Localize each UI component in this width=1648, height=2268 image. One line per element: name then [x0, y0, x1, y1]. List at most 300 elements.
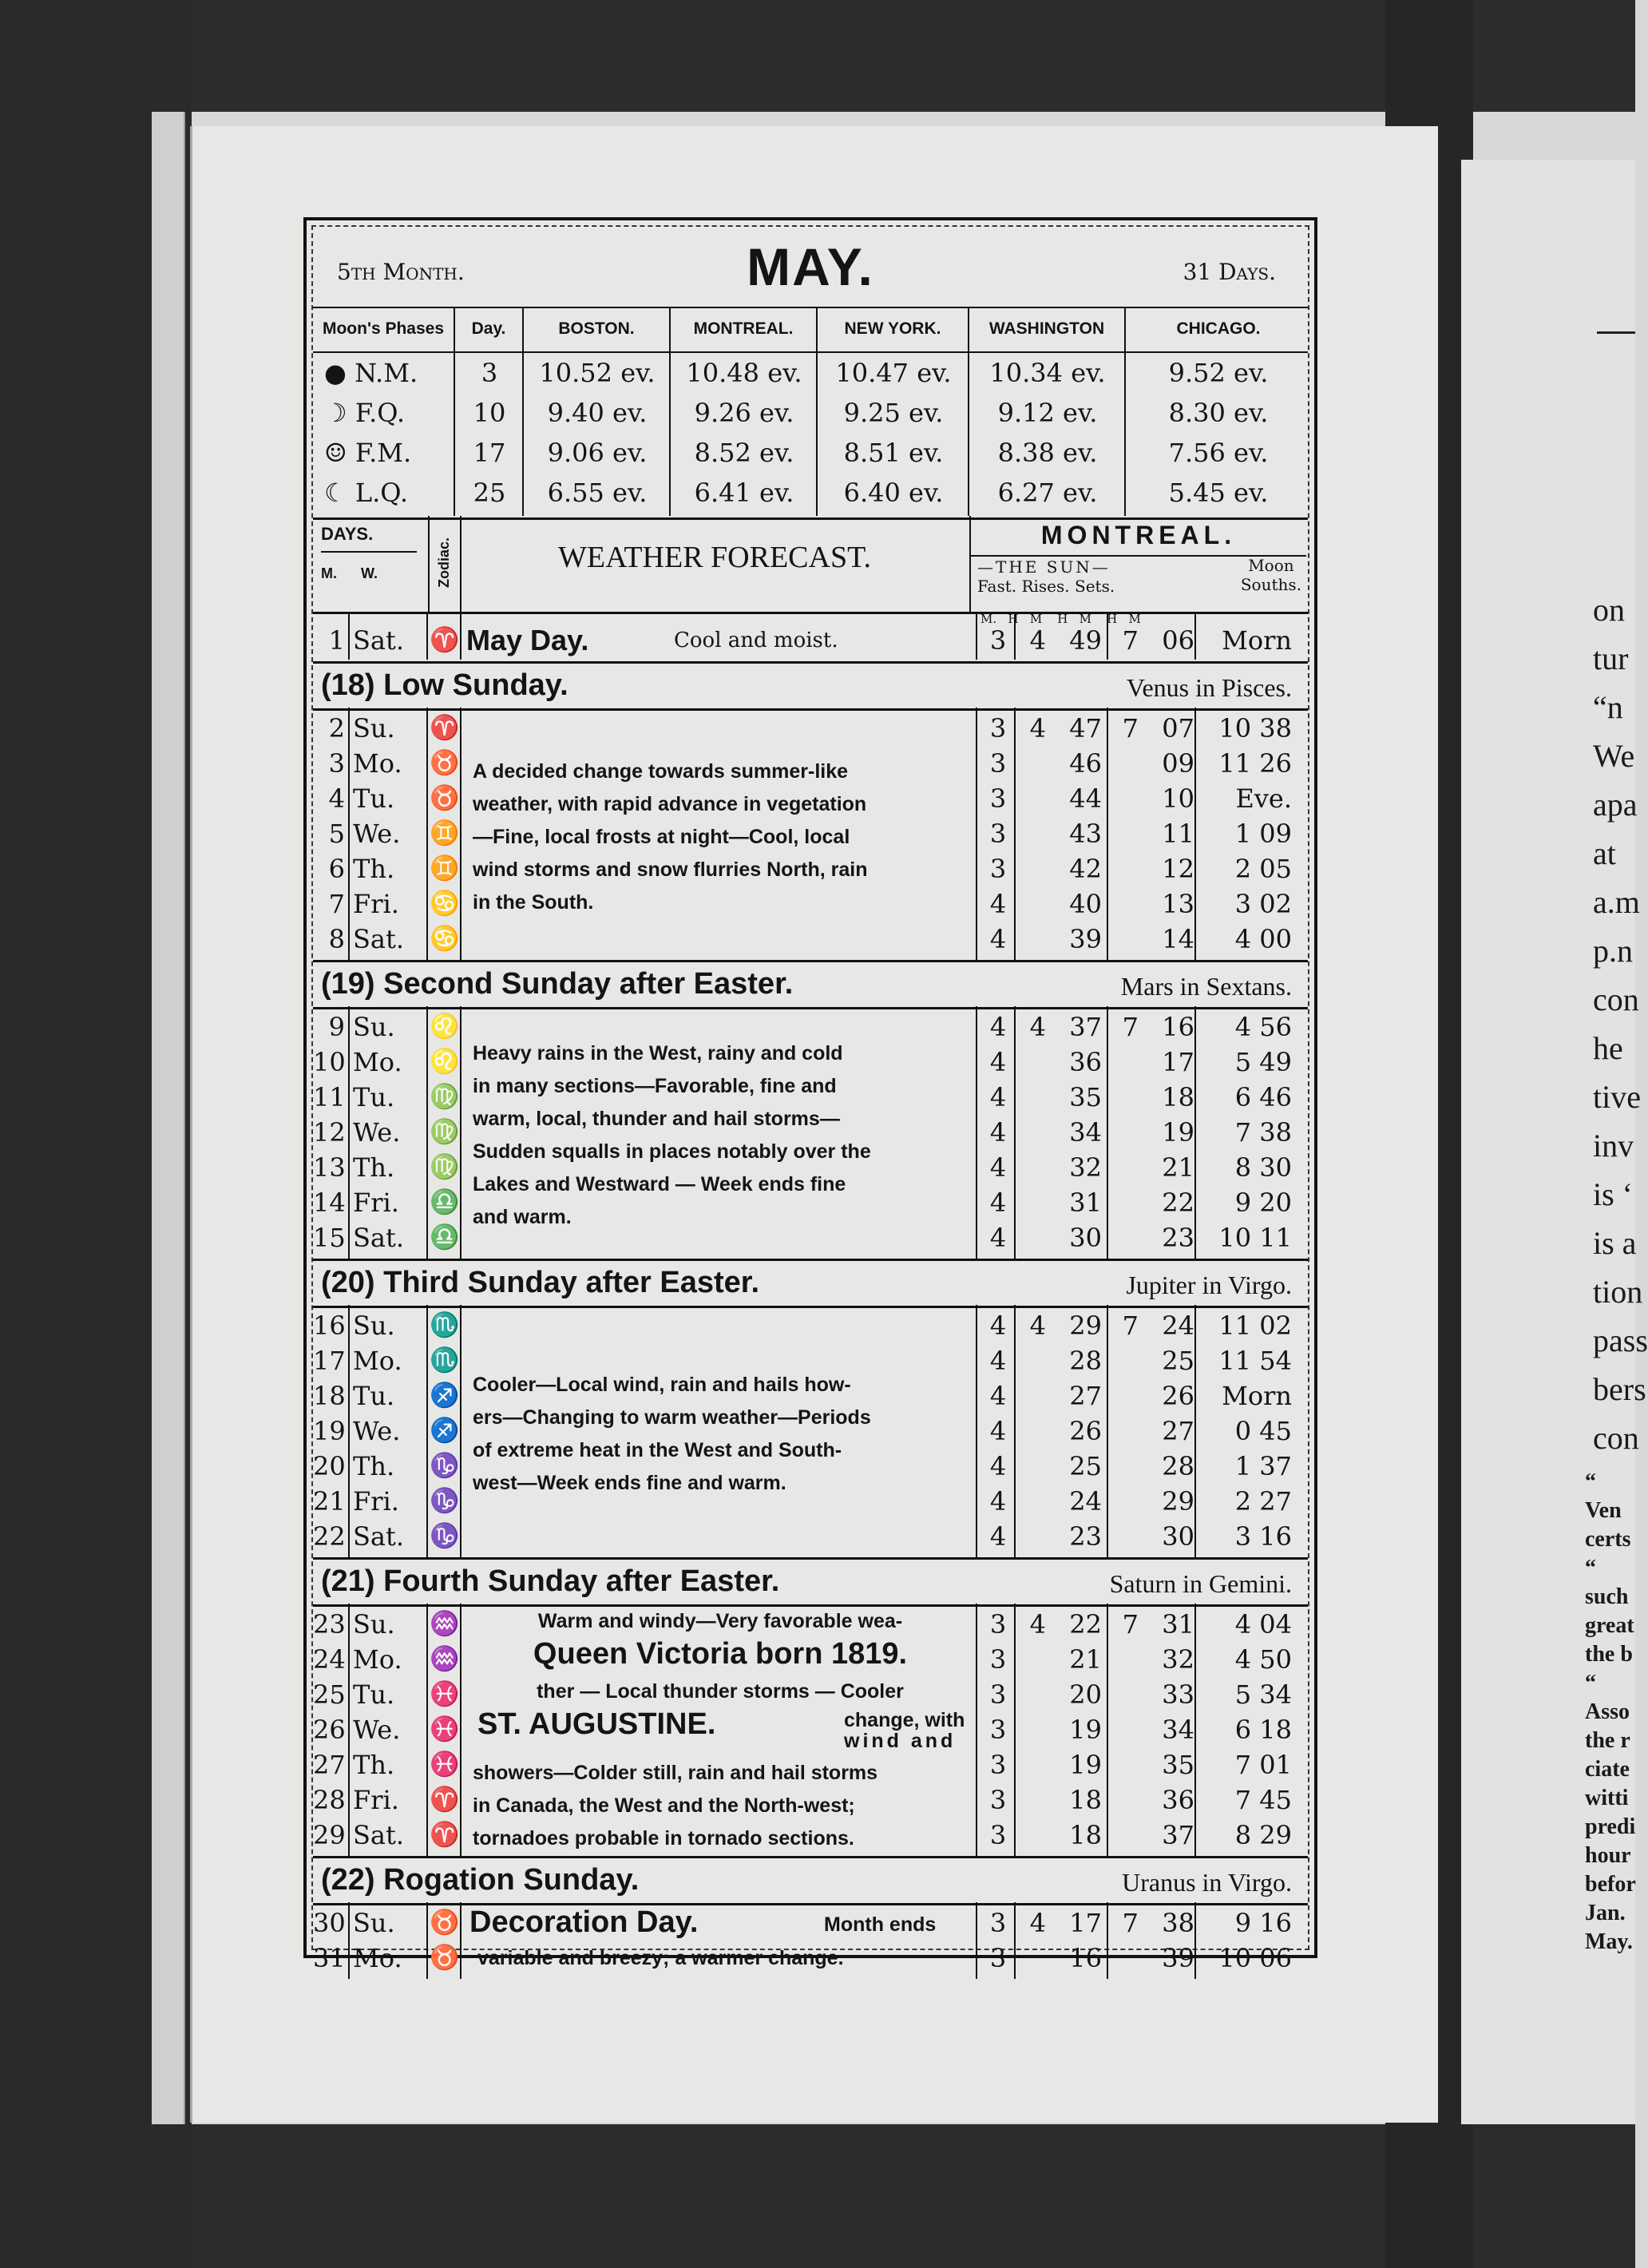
- forecast-line: in many sections—Favorable, fine and: [473, 1075, 837, 1097]
- sunrise-hour: [1014, 1220, 1046, 1255]
- week-day: Su.: [353, 1012, 395, 1042]
- week-day: Mo.: [353, 1346, 402, 1376]
- month-day: 20: [313, 1451, 346, 1481]
- sunset-hour: [1110, 851, 1139, 886]
- montreal-time: 10.48 ev.: [686, 358, 802, 388]
- facing-page-word: he: [1593, 1030, 1623, 1066]
- sunset-minute: 29: [1162, 1486, 1194, 1517]
- month-day: 13: [313, 1152, 346, 1183]
- sunset-minute: 34: [1162, 1715, 1194, 1745]
- boston-time: 9.06 ev.: [547, 438, 648, 468]
- sunrise-hour: [1014, 922, 1046, 957]
- feast-queen-victoria: Queen Victoria born 1819.: [533, 1637, 908, 1671]
- sunrise-minute: 42: [1069, 854, 1102, 884]
- sunrise-hour: [1014, 1642, 1046, 1677]
- sun-fast: 3: [989, 1609, 1007, 1640]
- montreal-time: 9.26 ev.: [694, 398, 794, 428]
- sunset-minute: 11: [1162, 819, 1194, 849]
- month-day: 12: [313, 1117, 346, 1148]
- sunset-hour: [1110, 1782, 1139, 1818]
- month-day: 31: [313, 1943, 346, 1973]
- zodiac-sign: ♒: [430, 1645, 460, 1673]
- week-day: Tu.: [353, 1381, 395, 1411]
- sunset-hour: [1110, 1220, 1139, 1255]
- moon-phase-row: [313, 353, 1308, 393]
- moon-souths: 5 49: [1234, 1047, 1292, 1077]
- month-day: 3: [328, 748, 345, 779]
- facing-page-word: befor: [1585, 1872, 1636, 1897]
- sunrise-minute: 19: [1069, 1750, 1102, 1780]
- new-york-time: 9.25 ev.: [843, 398, 944, 428]
- week-day: We.: [353, 1715, 401, 1745]
- forecast-line: Lakes and Westward — Week ends fine: [473, 1173, 846, 1195]
- zodiac-sign: ♍: [430, 1118, 460, 1146]
- moon-phases-header: [313, 308, 1308, 353]
- week-day: Fri.: [353, 1785, 399, 1815]
- facing-page-word: the b: [1585, 1642, 1633, 1667]
- chicago-time: 5.45 ev.: [1168, 478, 1269, 508]
- zodiac-sign: ♐: [430, 1417, 460, 1445]
- sunset-hour: [1110, 1712, 1139, 1747]
- moon-souths: 10 11: [1218, 1223, 1292, 1253]
- facing-page-word: p.n: [1593, 933, 1633, 969]
- zodiac-sign: ♑: [430, 1487, 460, 1515]
- sunset-hour: [1110, 1484, 1139, 1519]
- chicago-time: 9.52 ev.: [1168, 358, 1269, 388]
- phase-name: ☽ F.Q.: [324, 398, 406, 428]
- moon-phase-row: [313, 473, 1308, 513]
- phase-day: 17: [473, 438, 506, 468]
- sun-fast: 3: [989, 1750, 1007, 1780]
- washington-time: 6.27 ev.: [997, 478, 1098, 508]
- facing-page-rule: [1597, 331, 1635, 334]
- facing-page-word: “: [1585, 1469, 1596, 1494]
- sunrise-minute: 35: [1069, 1082, 1102, 1112]
- sunrise-hour: [1014, 1150, 1046, 1185]
- sunrise-hour: 4: [1029, 1012, 1046, 1042]
- week-day: Mo.: [353, 1047, 402, 1077]
- facing-page-word: pass: [1593, 1322, 1648, 1358]
- sunset-hour: [1110, 781, 1139, 816]
- week-day: Su.: [353, 1310, 395, 1341]
- day-row: [313, 1308, 1308, 1343]
- forecast-line: Cooler—Local wind, rain and hails how-: [473, 1374, 851, 1396]
- zodiac-sign: ♉: [430, 749, 460, 777]
- col-moon-phases: Moon's Phases: [313, 308, 455, 351]
- days-label: DAYS.: [321, 524, 417, 553]
- sunrise-hour: [1014, 886, 1046, 922]
- day-row: [313, 1712, 1308, 1747]
- sunrise-hour: [1014, 851, 1046, 886]
- sunrise-hour: [1014, 1712, 1046, 1747]
- sunrise-hour: [1014, 1818, 1046, 1853]
- sunset-minute: 16: [1162, 1012, 1194, 1042]
- facing-page-word: “: [1585, 1556, 1596, 1580]
- sunset-hour: 7: [1122, 1609, 1139, 1640]
- almanac-table: [303, 217, 1317, 1973]
- sunday-header: [313, 661, 1308, 711]
- sunset-hour: [1110, 1185, 1139, 1220]
- facing-page-word: is ‘: [1593, 1176, 1633, 1212]
- forecast-line: in Canada, the West and the North-west;: [473, 1794, 855, 1817]
- week-day: Tu.: [353, 1679, 395, 1710]
- zodiac-sign: ♎: [430, 1188, 460, 1216]
- chicago-time: 7.56 ev.: [1168, 438, 1269, 468]
- sunset-hour: [1110, 1115, 1139, 1150]
- planet-note: Saturn in Gemini.: [1109, 1569, 1292, 1598]
- weather-forecast-text: [473, 1037, 968, 1234]
- month-day: 11: [313, 1082, 346, 1112]
- sunrise-minute: 47: [1069, 713, 1102, 743]
- montreal-time: 8.52 ev.: [694, 438, 794, 468]
- week-day: Su.: [353, 1609, 395, 1640]
- sun-fast: 4: [989, 889, 1007, 919]
- month-day: 25: [313, 1679, 346, 1710]
- sunset-minute: 25: [1162, 1346, 1194, 1376]
- week-day: Tu.: [353, 1082, 395, 1112]
- planet-note: Mars in Sextans.: [1120, 972, 1292, 1001]
- sunset-minute: 09: [1162, 748, 1194, 779]
- col-day: Day.: [455, 308, 524, 351]
- sun-fast: 3: [989, 625, 1007, 656]
- forecast-line: weather, with rapid advance in vegetation: [473, 792, 867, 815]
- week-day: Sat.: [353, 625, 405, 656]
- zodiac-sign: ♊: [430, 854, 460, 882]
- facing-page-word: con: [1593, 981, 1639, 1017]
- moon-souths: 2 27: [1234, 1486, 1292, 1517]
- sun-label: —THE SUN—: [977, 557, 1111, 577]
- sunrise-minute: 31: [1069, 1188, 1102, 1218]
- sunday-header: [313, 1856, 1308, 1905]
- sun-fast: 4: [989, 1117, 1007, 1148]
- weather-forecast-text: [473, 1757, 968, 1855]
- moon-souths: 4 04: [1234, 1609, 1292, 1640]
- sunday-header: [313, 960, 1308, 1009]
- week-day: We.: [353, 1117, 401, 1148]
- sunset-minute: 32: [1162, 1644, 1194, 1675]
- sunday-name: (18) Low Sunday.: [321, 668, 568, 702]
- sunrise-minute: 49: [1069, 625, 1102, 656]
- forecast-line: —Fine, local frosts at night—Cool, local: [473, 825, 850, 848]
- month-day: 7: [328, 889, 345, 919]
- moon-souths: 9 16: [1234, 1908, 1292, 1938]
- new-york-time: 10.47 ev.: [835, 358, 952, 388]
- feast-may-day: May Day.: [466, 624, 589, 656]
- days-count: 31 Days.: [1183, 259, 1276, 285]
- month-day: 29: [313, 1820, 346, 1850]
- sunset-minute: 24: [1162, 1310, 1194, 1341]
- week-day: Sat.: [353, 1820, 405, 1850]
- facing-page-word: “n: [1593, 689, 1623, 725]
- week-day: Sat.: [353, 1223, 405, 1253]
- forecast-line: in the South.: [473, 890, 594, 914]
- moon-souths: 3 16: [1234, 1521, 1292, 1552]
- forecast-line: tornadoes probable in tornado sections.: [473, 1827, 854, 1850]
- phase-name: ☺ F.M.: [324, 438, 412, 468]
- month-day: 1: [328, 625, 345, 656]
- washington-time: 8.38 ev.: [997, 438, 1098, 468]
- week-day: Th.: [353, 1152, 395, 1183]
- sunrise-hour: [1014, 1378, 1046, 1414]
- sunset-hour: [1110, 1941, 1139, 1976]
- sunrise-minute: 22: [1069, 1609, 1102, 1640]
- sunset-hour: [1110, 816, 1139, 851]
- sun-fast: 4: [989, 1521, 1007, 1552]
- sunset-minute: 35: [1162, 1750, 1194, 1780]
- facing-page-word: at: [1593, 835, 1616, 871]
- sunset-minute: 14: [1162, 924, 1194, 954]
- sun-fast: 4: [989, 1381, 1007, 1411]
- moon-souths: 4 50: [1234, 1644, 1292, 1675]
- zodiac-sign: ♍: [430, 1153, 460, 1181]
- moon-souths: 4 00: [1234, 924, 1292, 954]
- week-day: Mo.: [353, 1644, 402, 1675]
- sun-fast: 4: [989, 1310, 1007, 1341]
- sunrise-hour: 4: [1029, 713, 1046, 743]
- sunset-hour: [1110, 1045, 1139, 1080]
- sunset-minute: 36: [1162, 1785, 1194, 1815]
- moon-souths: 6 18: [1234, 1715, 1292, 1745]
- sunset-minute: 19: [1162, 1117, 1194, 1148]
- sunrise-hour: [1014, 1747, 1046, 1782]
- new-york-time: 6.40 ev.: [843, 478, 944, 508]
- sunset-minute: 13: [1162, 889, 1194, 919]
- sunrise-hour: [1014, 816, 1046, 851]
- facing-page-word: con: [1593, 1420, 1639, 1456]
- zodiac-sign: ♈: [430, 714, 460, 742]
- moon-souths: 10 06: [1218, 1943, 1292, 1973]
- may-day-note: Cool and moist.: [674, 628, 838, 652]
- sunset-minute: 10: [1162, 783, 1194, 814]
- sunset-hour: [1110, 1747, 1139, 1782]
- month-day: 17: [313, 1346, 346, 1376]
- sunset-hour: 7: [1122, 625, 1139, 656]
- sunrise-hour: [1014, 781, 1046, 816]
- moon-souths: 0 45: [1234, 1416, 1292, 1446]
- sun-fast: 3: [989, 783, 1007, 814]
- sunrise-minute: 28: [1069, 1346, 1102, 1376]
- moon-souths: 9 20: [1234, 1188, 1292, 1218]
- sunset-minute: 06: [1162, 625, 1194, 656]
- facing-page: [1461, 160, 1648, 2124]
- forecast-line: change, with: [844, 1709, 965, 1731]
- facing-page-word: “: [1585, 1671, 1596, 1695]
- week-day: Fri.: [353, 1486, 399, 1517]
- facing-page-word: We: [1593, 738, 1635, 774]
- sunrise-minute: 24: [1069, 1486, 1102, 1517]
- moon-souths: 4 56: [1234, 1012, 1292, 1042]
- sunset-minute: 12: [1162, 854, 1194, 884]
- zodiac-sign: ♋: [430, 925, 460, 953]
- moon-souths-label: [1241, 556, 1301, 594]
- sunset-minute: 22: [1162, 1188, 1194, 1218]
- sunrise-minute: 34: [1069, 1117, 1102, 1148]
- moon-souths: Morn: [1222, 625, 1292, 656]
- moon-souths: 7 45: [1234, 1785, 1292, 1815]
- phase-day: 25: [473, 478, 506, 508]
- zodiac-sign: ♏: [430, 1346, 460, 1374]
- facing-page-word: the r: [1585, 1728, 1630, 1753]
- sunday-name: (21) Fourth Sunday after Easter.: [321, 1564, 780, 1598]
- month-day: 15: [313, 1223, 346, 1253]
- col-montreal: MONTREAL.: [671, 308, 818, 351]
- sun-fast: 3: [989, 1715, 1007, 1745]
- zodiac-sign: ♐: [430, 1382, 460, 1410]
- moon-phases-table: [313, 307, 1308, 520]
- facing-page-word: tur: [1593, 640, 1629, 676]
- sun-fast: 4: [989, 1223, 1007, 1253]
- sun-fast: 4: [989, 924, 1007, 954]
- sunrise-minute: 44: [1069, 783, 1102, 814]
- moon-souths: Morn: [1222, 1381, 1292, 1411]
- planet-note: Venus in Pisces.: [1126, 673, 1292, 702]
- facing-page-word: a.m: [1593, 884, 1640, 920]
- moon-souths: 2 05: [1234, 854, 1292, 884]
- boston-time: 9.40 ev.: [547, 398, 648, 428]
- sun-fast: 4: [989, 1082, 1007, 1112]
- sun-fast: 4: [989, 1346, 1007, 1376]
- montreal-label: MONTREAL.: [971, 521, 1306, 557]
- sunset-minute: 37: [1162, 1820, 1194, 1850]
- sun-fast: 3: [989, 1943, 1007, 1973]
- forecast-line: A decided change towards summer-like: [473, 759, 849, 783]
- sunset-hour: [1110, 1414, 1139, 1449]
- month-day-label: M.: [321, 565, 337, 581]
- week-day: Su.: [353, 1908, 395, 1938]
- forecast-line: showers—Colder still, rain and hail storms: [473, 1762, 878, 1784]
- zodiac-sign: ♎: [430, 1223, 460, 1251]
- moon-souths: 3 02: [1234, 889, 1292, 919]
- sunrise-minute: 37: [1069, 1012, 1102, 1042]
- month-day: 27: [313, 1750, 346, 1780]
- week-day: We.: [353, 819, 401, 849]
- sunrise-minute: 17: [1069, 1908, 1102, 1938]
- sunrise-minute: 30: [1069, 1223, 1102, 1253]
- sun-fast: 3: [989, 748, 1007, 779]
- sunrise-minute: 29: [1069, 1310, 1102, 1341]
- phase-name: ☾ L.Q.: [324, 478, 409, 508]
- phase-day: 3: [481, 358, 498, 388]
- facing-page-word: bers: [1593, 1371, 1646, 1407]
- facing-page-word: Ven: [1585, 1498, 1622, 1523]
- month-day: 14: [313, 1188, 346, 1218]
- sunrise-hour: [1014, 1185, 1046, 1220]
- sunrise-minute: 19: [1069, 1715, 1102, 1745]
- month-day: 26: [313, 1715, 346, 1745]
- sun-columns-label: Fast. Rises. Sets.: [977, 577, 1115, 596]
- sunset-hour: [1110, 1378, 1139, 1414]
- forecast-line: variable and breezy; a warmer change.: [477, 1947, 844, 1969]
- sunrise-hour: [1014, 1677, 1046, 1712]
- almanac-inner-border: [311, 225, 1309, 1973]
- col-chicago: CHICAGO.: [1176, 319, 1261, 338]
- sunset-hour: [1110, 922, 1139, 957]
- sunset-minute: 17: [1162, 1047, 1194, 1077]
- sunset-minute: 26: [1162, 1381, 1194, 1411]
- page-edges: [152, 112, 185, 2124]
- sunset-minute: 27: [1162, 1416, 1194, 1446]
- sunrise-minute: 18: [1069, 1785, 1102, 1815]
- sunrise-minute: 25: [1069, 1451, 1102, 1481]
- sunrise-minute: 21: [1069, 1644, 1102, 1675]
- facing-page-word: May.: [1585, 1929, 1633, 1954]
- moon-souths: 11 54: [1218, 1346, 1292, 1376]
- chicago-time: 8.30 ev.: [1168, 398, 1269, 428]
- sun-fast: 4: [989, 1188, 1007, 1218]
- sunset-hour: [1110, 1343, 1139, 1378]
- sunset-hour: 7: [1122, 1908, 1139, 1938]
- sunrise-hour: [1014, 1414, 1046, 1449]
- month-day: 8: [328, 924, 345, 954]
- week-day: Su.: [353, 713, 395, 743]
- days-header: [313, 516, 430, 612]
- col-boston: BOSTON.: [524, 308, 671, 351]
- sunset-hour: [1110, 1519, 1139, 1554]
- zodiac-sign: ♏: [430, 1311, 460, 1339]
- week-day: Mo.: [353, 1943, 402, 1973]
- month-day: 24: [313, 1644, 346, 1675]
- sunrise-minute: 36: [1069, 1047, 1102, 1077]
- moon-souths: 5 34: [1234, 1679, 1292, 1710]
- month-day: 21: [313, 1486, 346, 1517]
- sunrise-minute: 39: [1069, 924, 1102, 954]
- facing-page-word: such: [1585, 1584, 1629, 1609]
- sunday-header: [313, 1259, 1308, 1308]
- forecast-line: Heavy rains in the West, rainy and cold: [473, 1042, 843, 1065]
- forecast-line: west—Week ends fine and warm.: [473, 1472, 786, 1494]
- sun-fast: 3: [989, 819, 1007, 849]
- sunset-hour: [1110, 1449, 1139, 1484]
- sun-fast: 4: [989, 1047, 1007, 1077]
- sun-fast: 3: [989, 1644, 1007, 1675]
- sunday-name: (20) Third Sunday after Easter.: [321, 1266, 760, 1299]
- zodiac-header: [428, 516, 462, 612]
- moon-label: Moon: [1248, 556, 1294, 575]
- sunset-minute: 21: [1162, 1152, 1194, 1183]
- week-day: Tu.: [353, 783, 395, 814]
- sunset-minute: 39: [1162, 1943, 1194, 1973]
- zodiac-sign: ♓: [430, 1751, 460, 1778]
- sunrise-hour: [1014, 1449, 1046, 1484]
- montreal-header: [971, 516, 1306, 612]
- month-day: 18: [313, 1381, 346, 1411]
- col-washington: WASHINGTON: [969, 308, 1126, 351]
- forecast-line: of extreme heat in the West and South-: [473, 1439, 842, 1461]
- sunrise-hour: [1014, 1941, 1046, 1976]
- sunset-hour: [1110, 1677, 1139, 1712]
- moon-phase-row: [313, 393, 1308, 433]
- facing-page-word: tive: [1593, 1079, 1641, 1115]
- zodiac-sign: ♍: [430, 1083, 460, 1111]
- week-day: Th.: [353, 1451, 395, 1481]
- moon-phase-rows: [313, 353, 1308, 513]
- facing-page-word: on: [1593, 592, 1625, 628]
- sunset-hour: [1110, 1818, 1139, 1853]
- moon-souths: 8 30: [1234, 1152, 1292, 1183]
- sunrise-hour: [1014, 1484, 1046, 1519]
- sunset-minute: 23: [1162, 1223, 1194, 1253]
- sun-fast: 3: [989, 713, 1007, 743]
- sun-fast: 3: [989, 1820, 1007, 1850]
- units-row: M. H M H M H M: [980, 612, 1141, 626]
- week-day: Th.: [353, 1750, 395, 1780]
- zodiac-sign: ♓: [430, 1715, 460, 1743]
- daily-table-header: [313, 516, 1308, 614]
- sunset-hour: [1110, 886, 1139, 922]
- zodiac-sign: ♌: [430, 1048, 460, 1076]
- planet-note: Jupiter in Virgo.: [1126, 1271, 1292, 1299]
- moon-souths: 7 01: [1234, 1750, 1292, 1780]
